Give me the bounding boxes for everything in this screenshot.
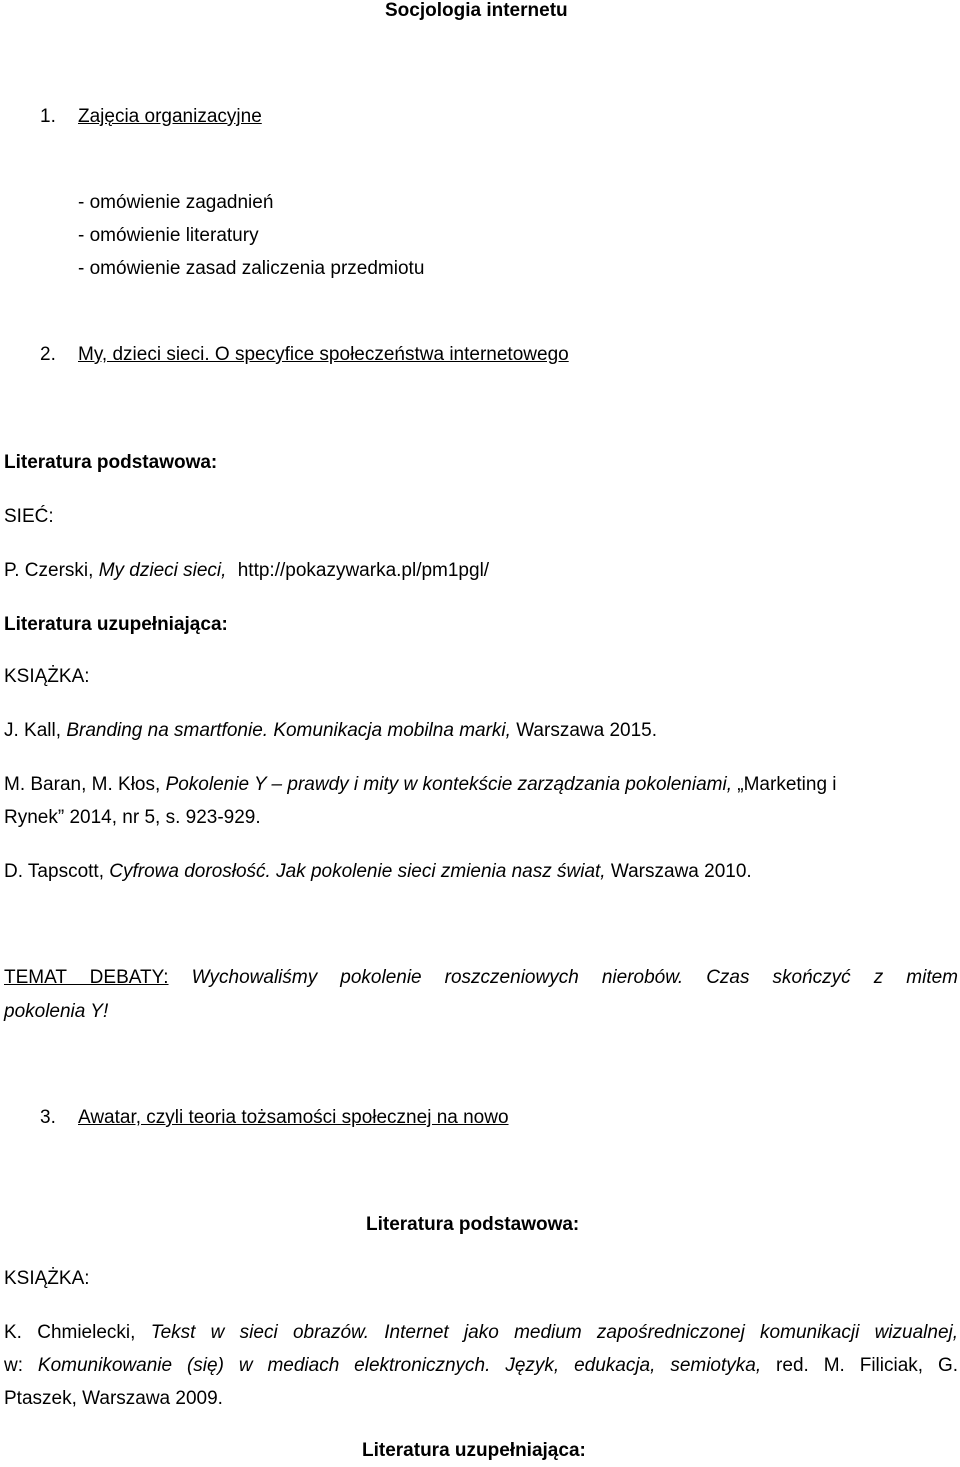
ref-title: Pokolenie Y – prawdy i mity w kontekście zarządzania pokoleniami,: [165, 774, 732, 795]
document-title: Socjologia internetu: [385, 0, 568, 21]
section-1-item: - omówienie literatury: [78, 225, 259, 246]
debate-label: TEMAT DEBATY:: [4, 967, 169, 988]
ref-journal-cont: Rynek”: [4, 807, 65, 828]
literature-extra-heading: Literatura uzupełniająca:: [4, 614, 228, 635]
siec-label: SIEĆ:: [4, 506, 54, 527]
ksiazka-label: KSIĄŻKA:: [4, 1268, 90, 1289]
section-1-item: - omówienie zagadnień: [78, 192, 274, 213]
section-3-number: 3.: [40, 1107, 56, 1128]
reference-baran-line-2: [4, 801, 261, 834]
literature-extra-heading: Literatura uzupełniająca:: [362, 1440, 586, 1461]
ref-rest: red. M. Filiciak, G.: [776, 1355, 959, 1376]
ref-w: w:: [4, 1355, 23, 1376]
reference-czerski: [4, 554, 489, 587]
ref-title: Branding na smartfonie. Komunikacja mobilna marki,: [66, 720, 511, 741]
ref-journal: „Marketing i: [737, 774, 837, 795]
reference-chmielecki-line-1: [4, 1316, 958, 1349]
reference-baran-line-1: [4, 768, 837, 801]
debate-text: Wychowaliśmy pokolenie roszczeniowych nierobów. Czas skończyć z mitem: [191, 967, 959, 988]
ref-title: My dzieci sieci,: [98, 560, 227, 581]
ref-rest: Warszawa 2015.: [516, 720, 658, 741]
ref-author: P. Czerski,: [4, 560, 94, 581]
ref-rest: 2014, nr 5, s. 923-929.: [69, 807, 261, 828]
ref-author: J. Kall,: [4, 720, 62, 741]
section-1-item: - omówienie zasad zaliczenia przedmiotu: [78, 258, 425, 279]
ref-author: M. Baran, M. Kłos,: [4, 774, 161, 795]
section-1-number: 1.: [40, 106, 56, 127]
section-3-heading: [40, 1101, 509, 1134]
ref-book: Komunikowanie (się) w mediach elektronicznych. Język, edukacja, semiotyka,: [37, 1355, 762, 1376]
reference-tapscott: [4, 855, 752, 888]
literature-basic-heading: Literatura podstawowa:: [4, 452, 218, 473]
section-2-number: 2.: [40, 344, 56, 365]
ref-author: D. Tapscott,: [4, 861, 104, 882]
section-1-heading: [40, 100, 262, 133]
literature-basic-heading: Literatura podstawowa:: [366, 1214, 580, 1235]
reference-chmielecki-line-3: Ptaszek, Warszawa 2009.: [4, 1388, 223, 1409]
ksiazka-label: KSIĄŻKA:: [4, 666, 90, 687]
ref-rest: Warszawa 2010.: [610, 861, 752, 882]
ref-url: http://pokazywarka.pl/pm1pgl/: [237, 560, 490, 581]
ref-author: K. Chmielecki,: [4, 1322, 136, 1343]
reference-kall: [4, 714, 657, 747]
ref-title: Cyfrowa dorosłość. Jak pokolenie sieci zmienia nasz świat,: [109, 861, 606, 882]
section-1-title: Zajęcia organizacyjne: [78, 106, 262, 127]
debate-line-2: pokolenia Y!: [4, 1001, 109, 1022]
debate-line-1: [4, 961, 958, 994]
section-3-title: Awatar, czyli teoria tożsamości społecznej na nowo: [78, 1107, 509, 1128]
section-2-title: My, dzieci sieci. O specyfice społeczeństwa internetowego: [78, 344, 569, 365]
ref-title: Tekst w sieci obrazów. Internet jako medium zapośredniczonej komunikacji wizualnej,: [150, 1322, 959, 1343]
section-2-heading: [40, 338, 569, 371]
reference-chmielecki-line-2: [4, 1349, 958, 1382]
